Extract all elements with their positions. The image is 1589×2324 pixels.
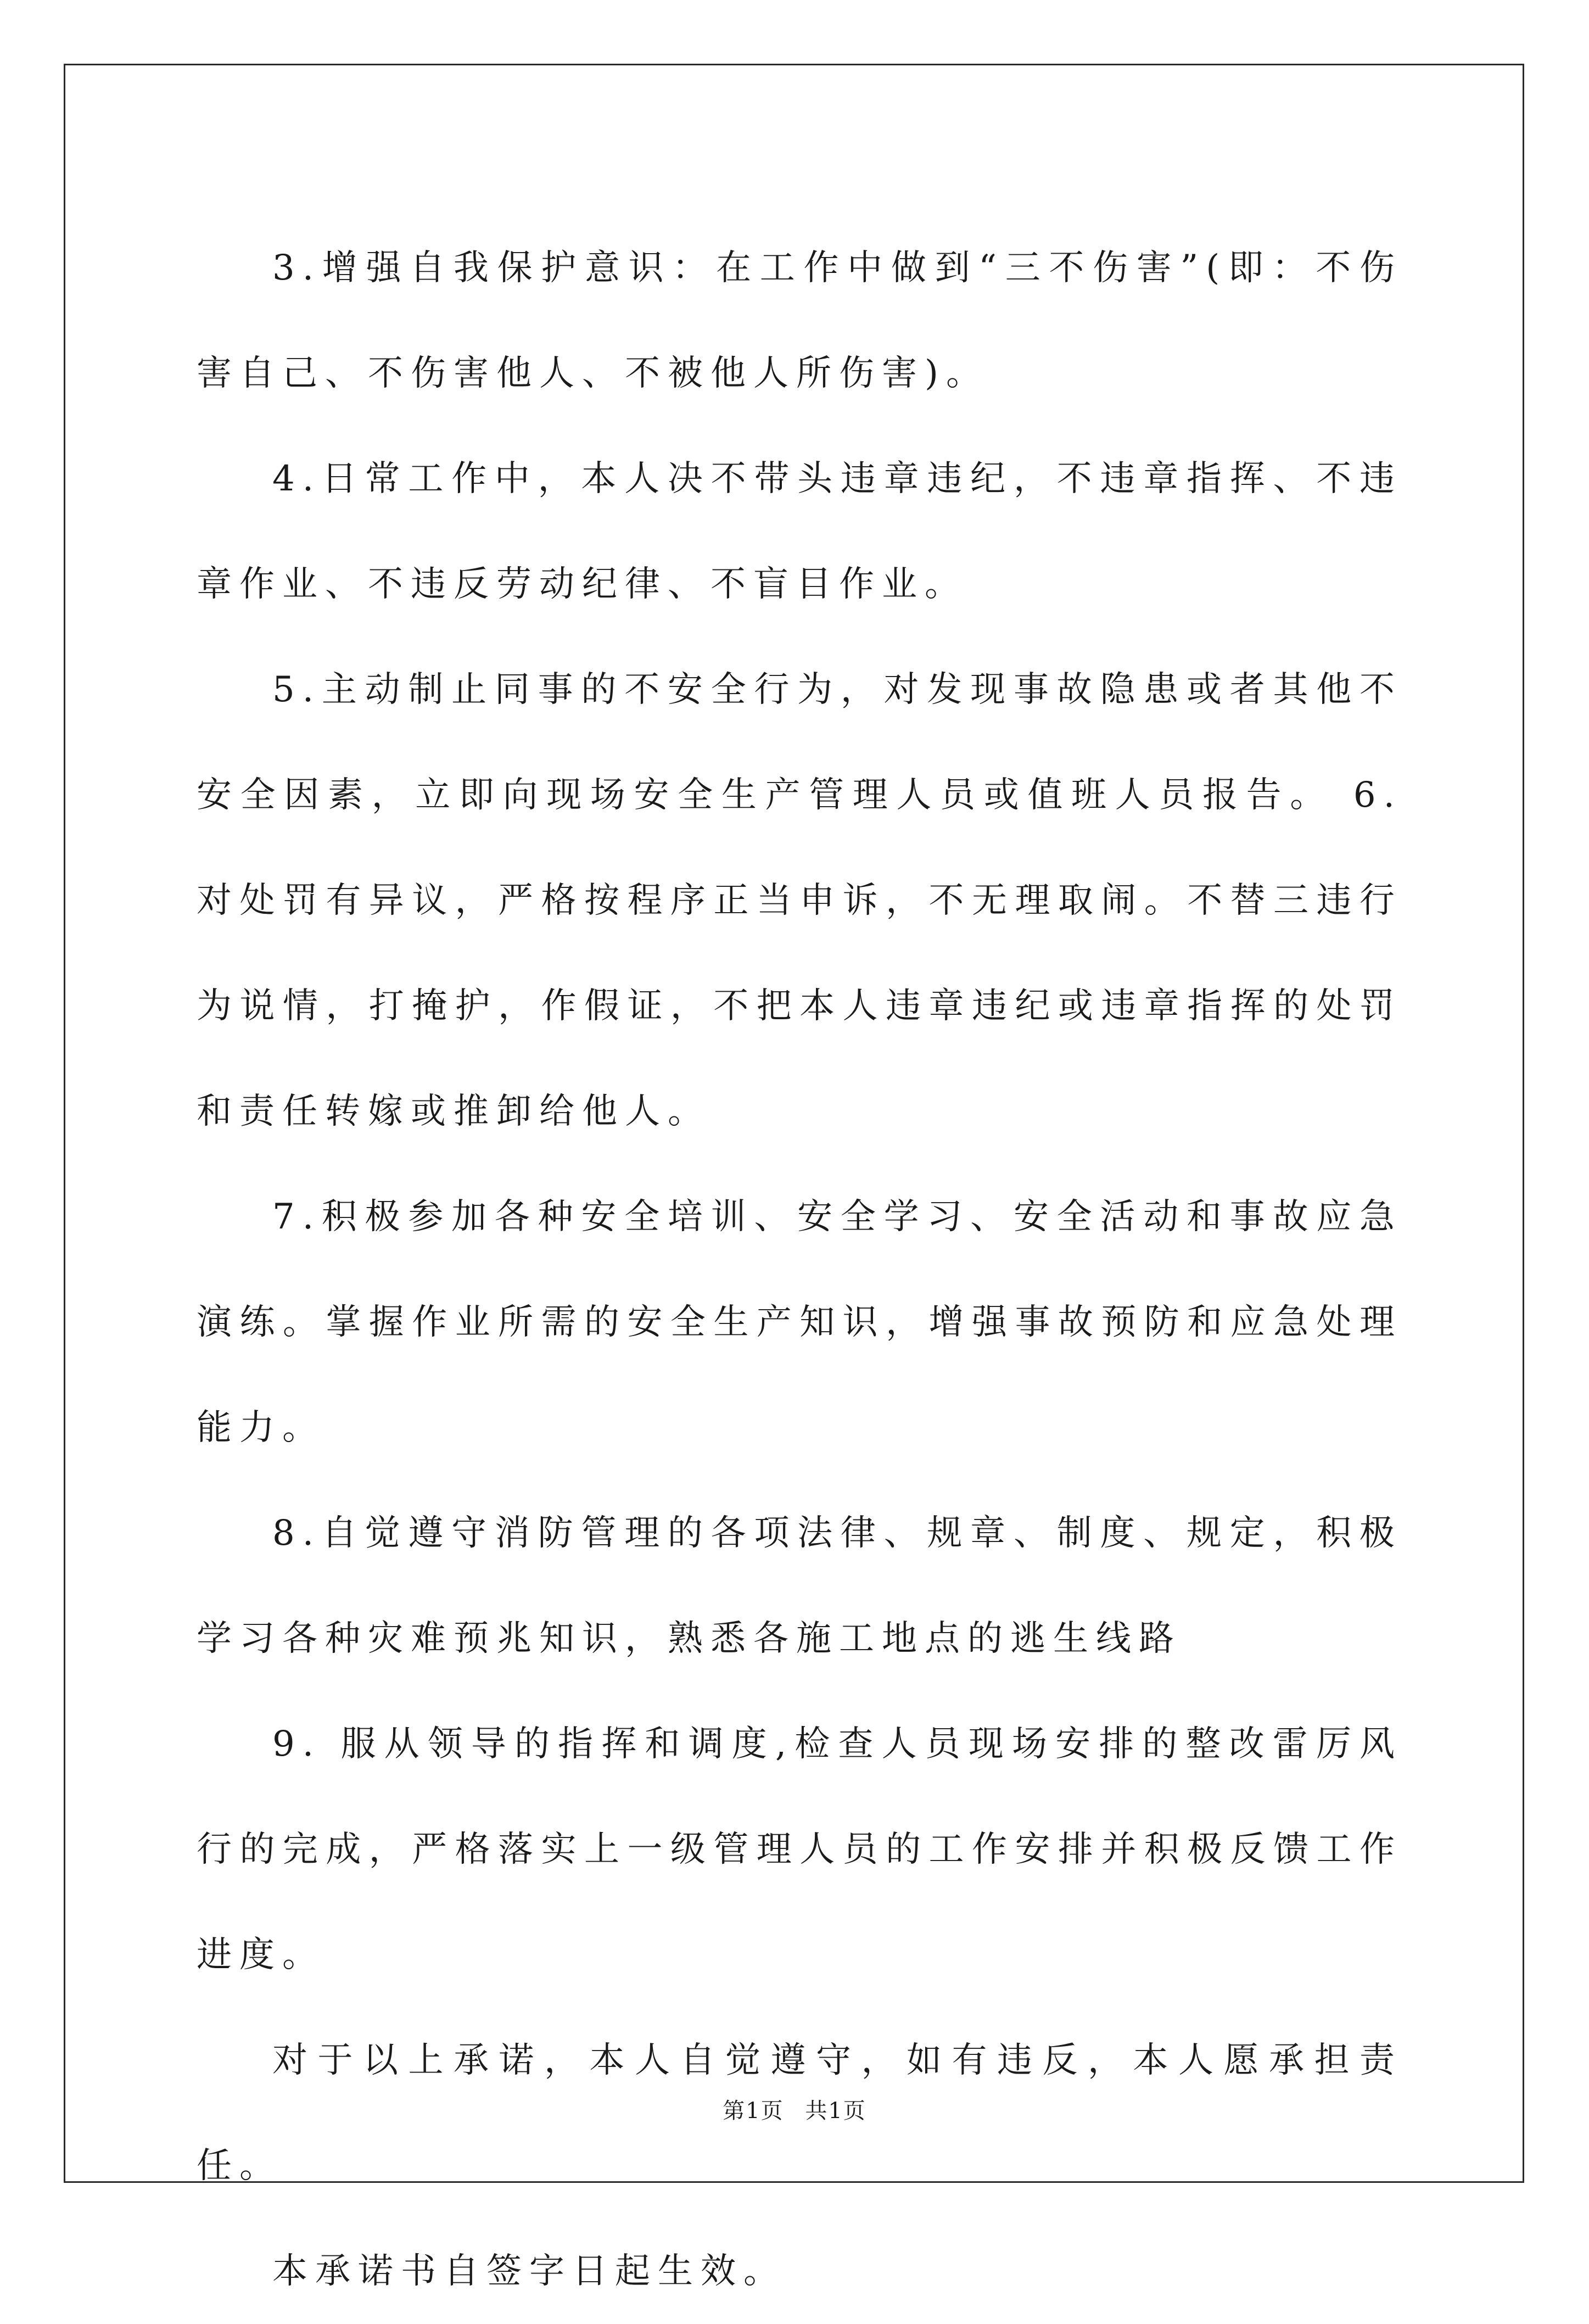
paragraph-item-5-6: 5.主动制止同事的不安全行为，对发现事故隐患或者其他不安全因素，立即向现场安全生产管理人员或值班人员报告。 6. 对处罚有异议，严格按程序正当申诉，不无理取闹。不替三违行为说情，打掩护，作假证，不把本人违章违纪或违章指挥的处罚和责任转嫁或推卸给他人。 [197, 669, 1402, 1132]
document-body [197, 215, 1402, 2324]
paragraph-item-9: 9. 服从领导的指挥和调度,检查人员现场安排的整改雷厉风行的完成，严格落实上一级管理人员的工作安排并积极反馈工作进度。 [197, 1724, 1402, 1975]
page-footer [0, 2093, 1589, 2125]
page-number: 第1页 [723, 2098, 784, 2124]
paragraph-effective: 本承诺书自签字日起生效。 [272, 2251, 786, 2292]
paragraph-item-3: 3.增强自我保护意识：在工作中做到“三不伤害”(即：不伤害自己、不伤害他人、不被他人所伤害)。 [197, 248, 1402, 394]
paragraph-item-8: 8.自觉遵守消防管理的各项法律、规章、制度、规定，积极学习各种灾难预兆知识，熟悉各施工地点的逃生线路 [197, 1513, 1402, 1659]
paragraph-item-7: 7.积极参加各种安全培训、安全学习、安全活动和事故应急演练。掌握作业所需的安全生产知识，增强事故预防和应急处理能力。 [197, 1197, 1402, 1448]
paragraph-item-4: 4.日常工作中，本人决不带头违章违纪，不违章指挥、不违章作业、不违反劳动纪律、不盲目作业。 [197, 459, 1402, 605]
paragraph-commitment: 对于以上承诺，本人自觉遵守，如有违反，本人愿承担责任。 [197, 2040, 1402, 2186]
page-total: 共1页 [805, 2098, 866, 2124]
